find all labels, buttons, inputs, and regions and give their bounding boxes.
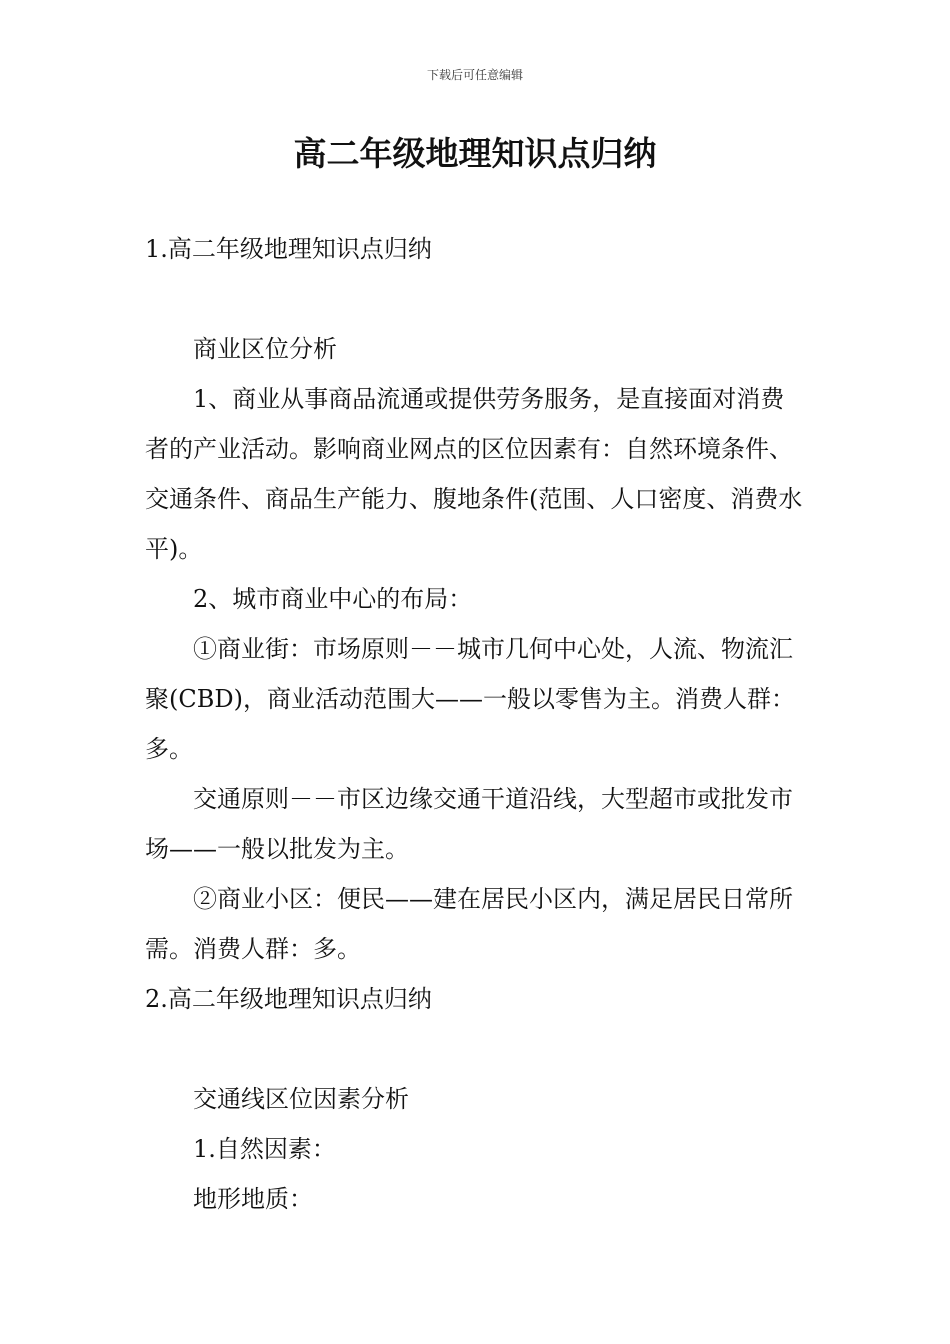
paragraph: 2、城市商业中心的布局： [193,585,473,613]
section-subheading: 商业区位分析 [193,335,337,363]
section-subheading: 交通线区位因素分析 [193,1085,409,1113]
spacer [145,274,805,324]
paragraph: 交通原则－－市区边缘交通干道沿线，大型超市或批发市场——一般以批发为主。 [145,785,793,863]
spacer [145,1024,805,1074]
page-title: 高二年级地理知识点归纳 [293,134,657,173]
paragraph: 1、商业从事商品流通或提供劳务服务，是直接面对消费者的产业活动。影响商业网点的区位因素有：自然环境条件、交通条件、商品生产能力、腹地条件(范围、人口密度、消费水平)。 [145,385,803,563]
paragraph: ②商业小区：便民——建在居民小区内，满足居民日常所需。消费人群：多。 [145,885,793,963]
paragraph: 1.自然因素： [193,1135,336,1163]
document-body [145,224,805,1224]
paragraph: 地形地质： [193,1185,313,1213]
header-note: 下载后可任意编辑 [426,68,523,82]
section-heading: 2.高二年级地理知识点归纳 [145,985,432,1013]
paragraph: ①商业街：市场原则－－城市几何中心处，人流、物流汇聚(CBD)，商业活动范围大——一般以零售为主。消费人群：多。 [145,635,795,763]
section-heading: 1.高二年级地理知识点归纳 [145,235,432,263]
